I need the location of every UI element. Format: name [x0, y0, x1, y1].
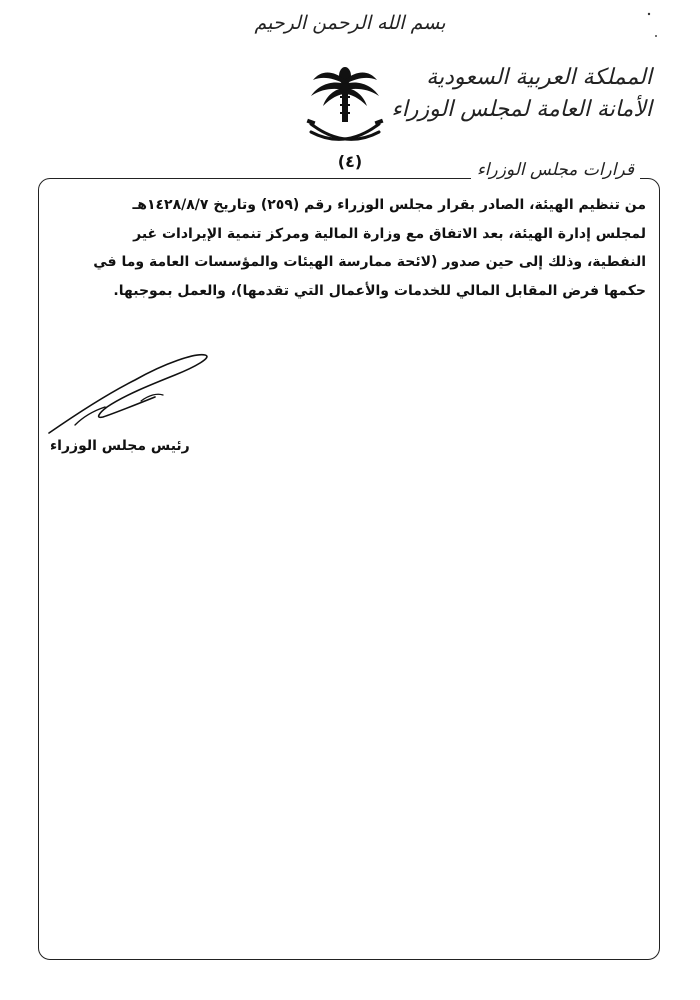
- body-line: لمجلس إدارة الهيئة، بعد الاتفاق مع وزارة المالية ومركز تنمية الإيرادات غير: [133, 225, 646, 242]
- handwritten-signature-icon: [45, 345, 215, 440]
- letterhead: [391, 62, 652, 126]
- letterhead-secretariat: الأمانة العامة لمجلس الوزراء: [391, 97, 652, 122]
- palm-and-swords-emblem-icon: [305, 62, 385, 152]
- scan-speck-icon: [646, 10, 660, 40]
- page-number: (٤): [337, 152, 363, 171]
- frame-label: قرارات مجلس الوزراء: [471, 160, 640, 180]
- signer-title: رئيس مجلس الوزراء: [50, 438, 190, 454]
- basmala: بسم الله الرحمن الرحيم: [254, 12, 446, 34]
- body-line: من تنظيم الهيئة، الصادر بقرار مجلس الوزراء رقم (٢٥٩) وتاريخ ١٤٢٨/٨/٧هـ: [132, 197, 646, 213]
- letterhead-country: المملكة العربية السعودية: [426, 65, 652, 90]
- body-line: النفطية، وذلك إلى حين صدور (لائحة ممارسة الهيئات والمؤسسات العامة وما في: [93, 254, 646, 270]
- body-line: حكمها فرض المقابل المالي للخدمات والأعمال التي تقدمها)، والعمل بموجبها.: [113, 282, 646, 299]
- decision-body: [50, 191, 646, 305]
